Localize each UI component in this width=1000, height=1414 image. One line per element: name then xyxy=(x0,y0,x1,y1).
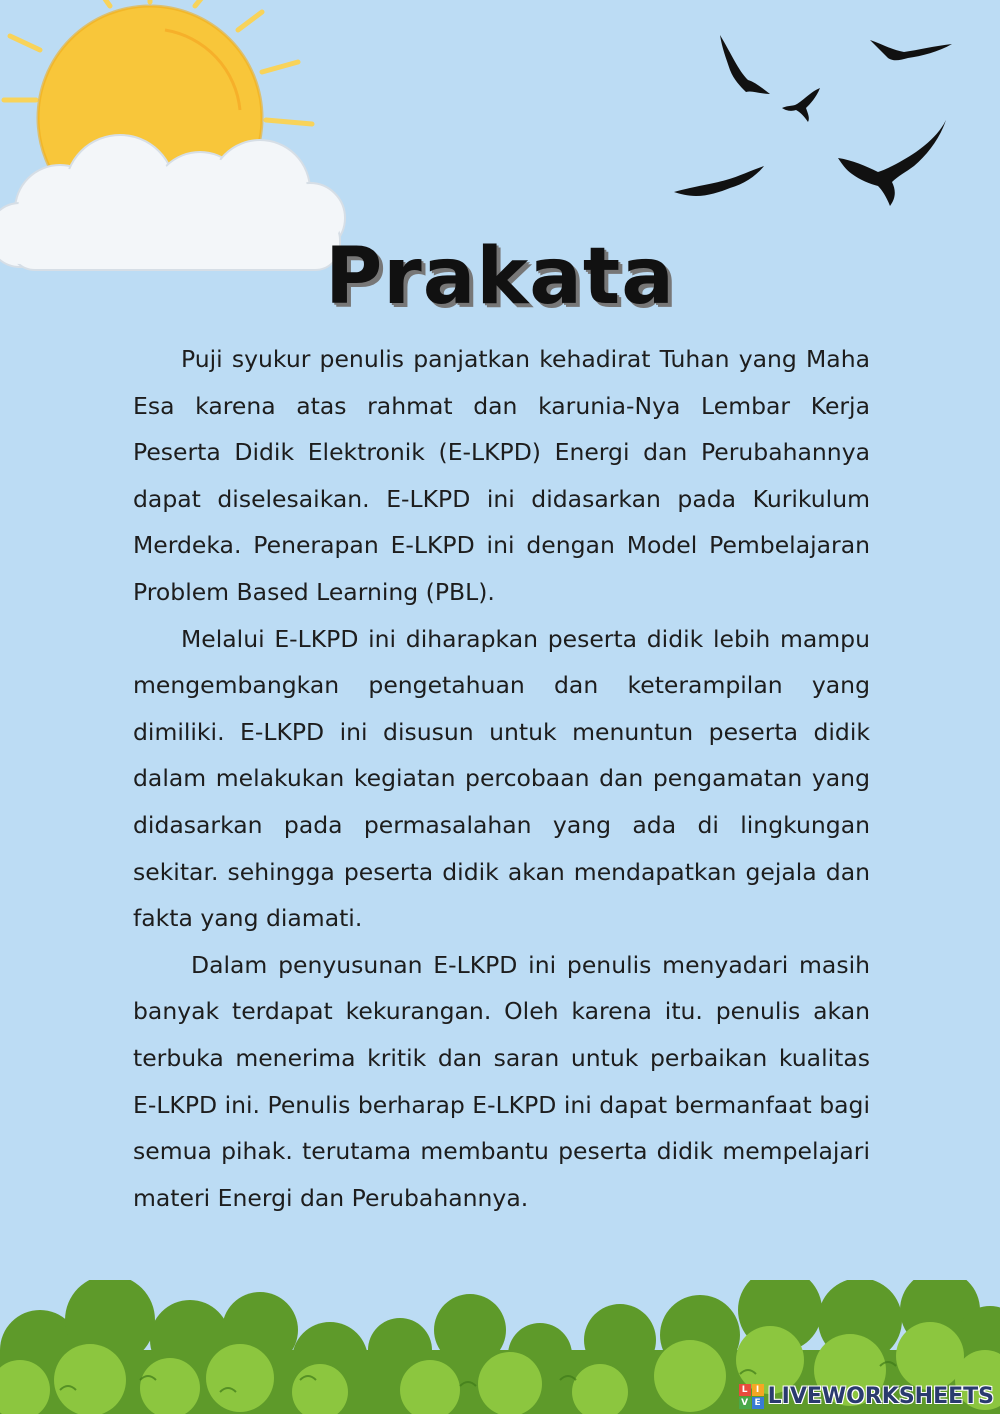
bird-icon xyxy=(870,40,952,60)
liveworksheets-watermark[interactable] xyxy=(739,1382,994,1410)
page-title: Prakata xyxy=(325,232,675,322)
bird-icon xyxy=(838,120,946,206)
logo-letter: I xyxy=(752,1384,764,1396)
logo-letter: V xyxy=(739,1397,751,1409)
paragraph-3: Dalam penyusunan E-LKPD ini penulis menyadari masih banyak terdapat kekurangan. Oleh karena itu. penulis akan terbuka menerima kritik dan saran untuk perbaikan kualitas E-LKPD ini. Penulis berharap E-LKPD ini dapat bermanfaat bagi semua pihak. terutama membantu peserta didik mempelajari materi Energi dan Perubahannya. xyxy=(133,950,870,1212)
logo-letter: L xyxy=(739,1384,751,1396)
logo-letter: E xyxy=(752,1397,764,1409)
body-text xyxy=(133,336,870,1221)
paragraph-1: Puji syukur penulis panjatkan kehadirat Tuhan yang Maha Esa karena atas rahmat dan karunia-Nya Lembar Kerja Peserta Didik Elektronik (E-LKPD) Energi dan Perubahannya dapat diselesaikan. E-LKPD ini didasarkan pada Kurikulum Merdeka. Penerapan E-LKPD ini dengan Model Pembelajaran Problem Based Learning (PBL). xyxy=(133,345,870,606)
paragraph-2: Melalui E-LKPD ini diharapkan peserta didik lebih mampu mengembangkan pengetahuan dan keterampilan yang dimiliki. E-LKPD ini disusun untuk menuntun peserta didik dalam melakukan kegiatan percobaan dan pengamatan yang didasarkan pada permasalahan yang ada di lingkungan sekitar. sehingga peserta didik akan mendapatkan gejala dan fakta yang diamati. xyxy=(133,624,870,933)
bird-icon xyxy=(782,88,820,122)
birds-illustration xyxy=(660,20,980,220)
liveworksheets-logo xyxy=(739,1384,764,1409)
watermark-text: LIVEWORKSHEETS xyxy=(767,1383,994,1409)
bird-icon xyxy=(674,166,764,196)
bird-icon xyxy=(720,35,770,94)
